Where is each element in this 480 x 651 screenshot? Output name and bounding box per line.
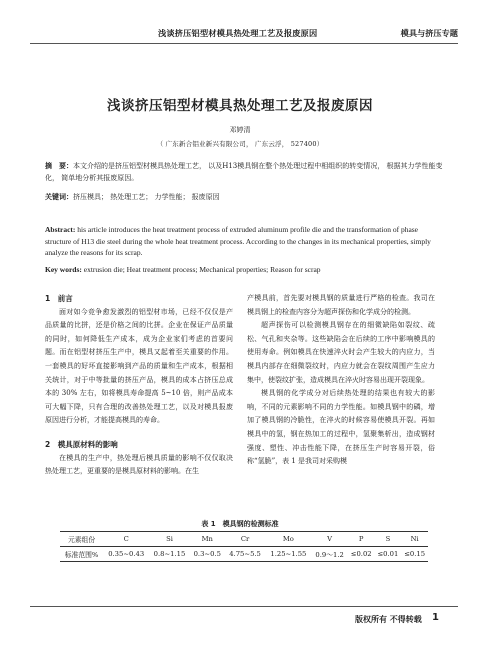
abstract-zh [45, 160, 445, 184]
table-header-cell: Mn [201, 535, 213, 543]
page-number: 1 [432, 612, 439, 623]
running-header [158, 28, 458, 42]
table-cell: 0.35~0.43 [108, 550, 145, 558]
table-cell: ≤0.15 [404, 550, 426, 558]
table-header-cell: Ni [410, 535, 419, 543]
abstract-en-text: his article introduces the heat treatment process of extruded aluminum profile die and the transformation of phase structure of H13 die steel during the whole heat treatment process. According to the changes in its mechanical properties, simply analyze the reasons for its scrap. [45, 225, 431, 257]
footer-rule [30, 606, 458, 607]
header-rule [30, 43, 458, 44]
paper-author: 邓婷清 [229, 126, 251, 134]
table-cell: 标准范围% [64, 551, 99, 559]
section-2-paragraph-1-continued: 产模具前，首先要对模具钢的质量进行严格的检查。我司在模具钢上的检查内容分为超声探伤和化学成分的检测。 [247, 294, 435, 316]
keywords-en [45, 265, 445, 274]
table-1 [60, 531, 428, 562]
table-header-cell: P [358, 535, 364, 543]
table-header-row [60, 532, 428, 547]
abstract-en-label: Abstract: [45, 225, 76, 234]
table-header-cell: Cr [240, 535, 250, 543]
table-cell: ≤0.02 [350, 550, 372, 558]
section-2-paragraph-2: 超声探伤可以检测模具钢存在的细微缺陷如裂纹、疏松、气孔和夹杂等。这些缺陷会在后续的工序中影响模具的使用寿命。例如模具在快速淬火时会产生较大的内应力，当模具内部存在细微裂纹时，内应力就会在裂纹周围产生应力集中，使裂纹扩张，造成模具在淬火时容易出现开裂现象。 [247, 321, 435, 384]
table-cell: 1.25~1.55 [270, 550, 307, 558]
keywords-zh-text: 挤压模具； 热处理工艺； 力学性能； 报废原因 [73, 193, 220, 201]
table-cell: 0.8~1.15 [153, 550, 186, 558]
section-1-paragraph: 面对如今竞争愈发激烈的铝型材市场，已经不仅仅是产品质量的比拼，还是价格之间的比拼。企业在保证产品质量的同时，如何降低生产成本，成为企业家们考虑的首要问题。而在铝型材挤压生产中，模具又起着至关重要的作用。一套模具的好坏直接影响到产品的质量和生产成本，根据相关统计，对于中等批量的挤压产品，模具的成本占挤压总成本的 30% 左右，如将模具寿命提高 5~10 倍，则产品成本可大幅下降，只有合理的改善热处理工艺，以及对模具报废原因进行分析，才能提高模具的寿命。 [45, 307, 233, 425]
table-header-cell: C [123, 535, 129, 543]
keywords-zh [45, 192, 445, 202]
paper-affiliation: （ 广东新合铝业新兴有限公司， 广东云浮， 527400） [156, 140, 324, 148]
section-1-heading: 1 前言 [45, 294, 73, 303]
abstract-zh-text: 本文介绍的是挤压铝型材模具热处理工艺， 以及H13模具钢在整个热处理过程中相组织的转变情况， 根据其力学性能变化， 简单地分析其报废原因。 [45, 162, 443, 182]
table-cell: 0.3~0.5 [193, 550, 221, 558]
table-cell: 0.9～1.2 [315, 551, 344, 559]
section-2-paragraph-1: 在模具的生产中，热处理后模具质量的影响不仅仅取决热处理工艺，更重要的是模具原材料的影响。在生 [45, 453, 233, 476]
keywords-zh-label: 关键词： [45, 193, 73, 201]
table-header-cell: Mo [282, 535, 294, 543]
section-2-heading: 2 模具原材料的影响 [45, 439, 118, 449]
running-header-column: 模具与挤压专题 [400, 28, 458, 38]
running-header-title: 浅谈挤压铝型材模具热处理工艺及报废原因 [158, 28, 318, 38]
table-header-cell: S [385, 535, 391, 543]
section-2-paragraph-3: 模具钢的化学成分对后续热处理的结果也有较大的影响，不同的元素影响不同的力学性能。如模具钢中的磷，增加了模具钢的冷脆性，在淬火的时候容易使模具开裂。再如模具中的氢，钢在热加工的过程中，氢聚集析出，造成钢材强度、塑性、冲击性能下降，在挤压生产时容易开裂，俗称“氢脆”，表 1 是我司对采购模 [247, 389, 435, 466]
abstract-zh-label: 摘 要： [45, 162, 73, 170]
table-header-cell: Si [166, 535, 173, 543]
abstract-en [45, 224, 445, 259]
paper-title: 浅谈挤压铝型材模具热处理工艺及报废原因 [107, 98, 373, 114]
table-header-cell: V [327, 535, 333, 543]
keywords-en-label: Key words: [45, 265, 82, 274]
table-row [60, 547, 428, 562]
body-column-right [247, 292, 435, 469]
body-column-left [45, 292, 233, 479]
table-cell: ≤0.01 [377, 550, 399, 558]
table-header-cell: 元素组份 [67, 536, 96, 544]
table-cell: 4.75~5.5 [229, 550, 261, 558]
footer-copyright: 版权所有 不得转载 [355, 614, 422, 624]
keywords-en-text: extrusion die; Heat treatment process; Mechanical properties; Reason for scrap [81, 265, 321, 274]
table-1-caption: 表 1 模具钢的检测标准 [201, 520, 279, 528]
